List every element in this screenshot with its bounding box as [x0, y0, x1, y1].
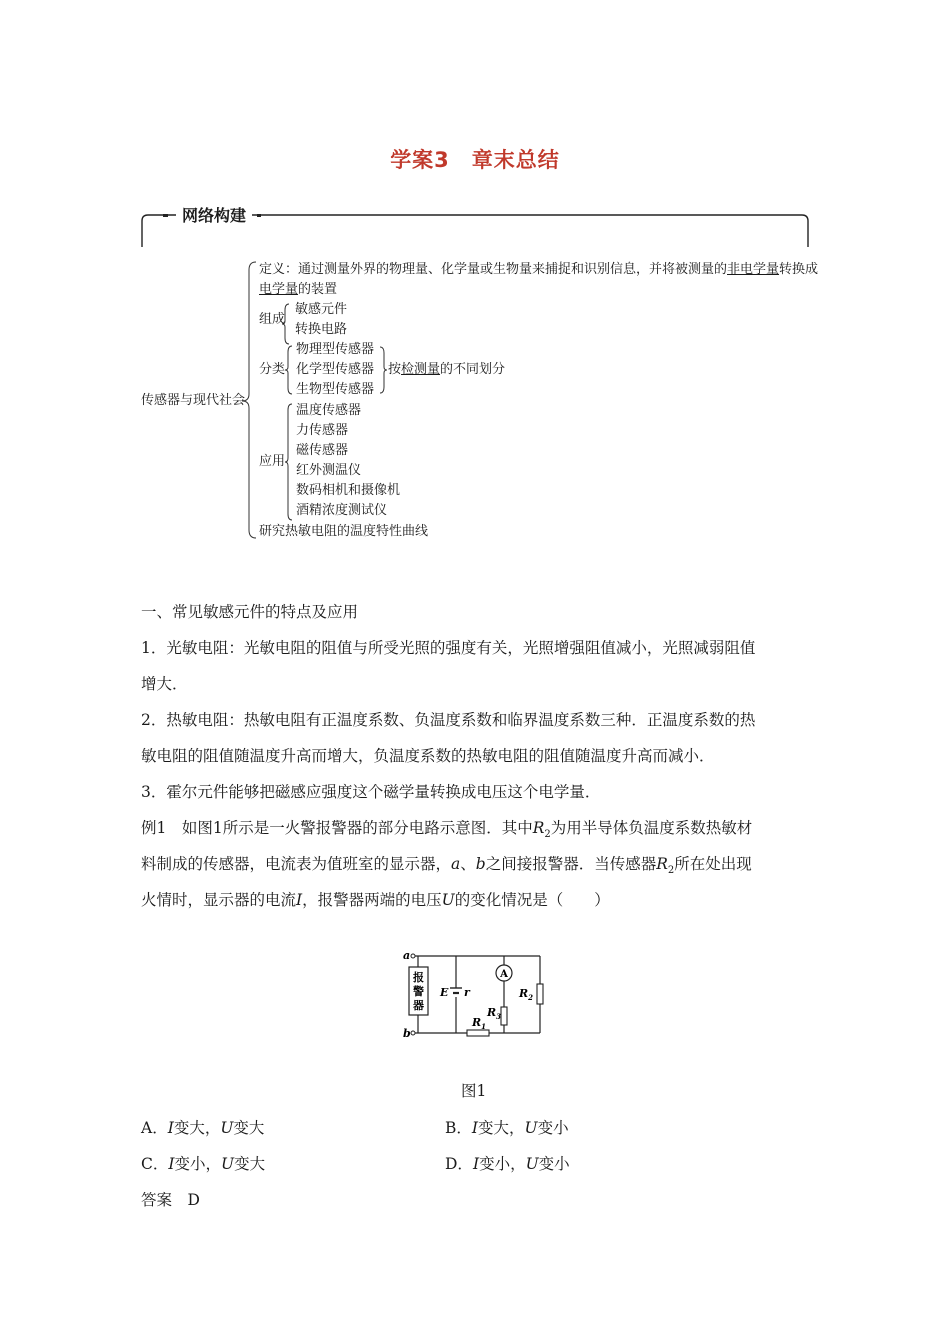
mindmap-classification-label: 分类: [259, 362, 286, 377]
mindmap-root: 传感器与现代社会: [141, 393, 246, 408]
terminal-a-label: a: [403, 949, 411, 962]
alarm-label-char: 报: [413, 971, 424, 984]
r2-label: $R_2$: [519, 987, 534, 1002]
internal-r-label: r: [464, 986, 470, 999]
terminal-a: [411, 954, 415, 958]
example-line-3: 火情时，显示器的电流I，报警器两端的电压U的变化情况是（ ）: [141, 891, 610, 909]
ammeter-label: A: [500, 969, 508, 980]
mindmap-definition-cont: 电学量的装置: [259, 282, 338, 297]
section-heading: 一、常见敏感元件的特点及应用: [141, 603, 359, 621]
terminal-b-label: b: [403, 1027, 411, 1040]
mindmap-application-item: 温度传感器: [296, 403, 362, 418]
emf-label: E: [440, 986, 449, 999]
mindmap-classification-item: 化学型传感器: [296, 362, 375, 377]
option-a: A．I变大，U变大: [141, 1119, 265, 1137]
classification-close-bracket: [378, 345, 388, 397]
page-title: 学案3 章末总结: [390, 148, 560, 172]
mindmap-brackets: [240, 258, 300, 543]
paragraph-thermistor: 2．热敏电阻：热敏电阻有正温度系数、负温度系数和临界温度系数三种．正温度系数的热: [141, 711, 756, 729]
paragraph-photoresistor-cont: 增大．: [141, 675, 188, 693]
example-line-2: 料制成的传感器，电流表为值班室的显示器，a、b之间接报警器．当传感器$R_2$所在处出现: [141, 855, 752, 877]
resistor-r2: [537, 984, 543, 1004]
mindmap-definition: 定义：通过测量外界的物理量、化学量或生物量来捕捉和识别信息，并将被测量的非电学量转换成: [259, 262, 819, 277]
paragraph-thermistor-cont: 敏电阻的阻值随温度升高而增大，负温度系数的热敏电阻的阻值随温度升高而减小．: [141, 747, 715, 765]
mindmap-application-item: 酒精浓度测试仪: [296, 503, 388, 518]
circuit-diagram: [398, 945, 548, 1045]
answer: 答案 D: [141, 1191, 200, 1209]
mindmap-application-label: 应用: [259, 454, 286, 469]
mindmap-application-item: 红外测温仪: [296, 463, 362, 478]
mindmap-classification-note: 按检测量的不同划分: [388, 362, 506, 377]
alarm-label-char: 器: [413, 999, 424, 1012]
terminal-b: [411, 1031, 415, 1035]
mindmap-composition-item: 敏感元件: [295, 302, 348, 317]
mindmap-application-item: 数码相机和摄像机: [296, 483, 401, 498]
alarm-label-char: 警: [413, 985, 424, 998]
option-c: C．I变小，U变大: [141, 1155, 266, 1173]
mindmap-classification-item: 生物型传感器: [296, 382, 375, 397]
example-line-1: 例1 如图1所示是一火警报警器的部分电路示意图．其中$R_2$为用半导体负温度系数热敏材: [141, 819, 753, 841]
mindmap-research: 研究热敏电阻的温度特性曲线: [259, 524, 429, 539]
r3-label: $R_3$: [487, 1006, 502, 1021]
mindmap-classification-item: 物理型传感器: [296, 342, 375, 357]
mindmap-composition-label: 组成: [259, 312, 286, 327]
paragraph-photoresistor: 1．光敏电阻：光敏电阻的阻值与所受光照的强度有关，光照增强阻值减小，光照减弱阻值: [141, 639, 756, 657]
paragraph-hall-element: 3．霍尔元件能够把磁感应强度这个磁学量转换成电压这个电学量．: [141, 783, 601, 801]
mindmap-application-item: 磁传感器: [296, 443, 349, 458]
resistor-r3: [501, 1007, 507, 1025]
section-header: 网络构建: [176, 203, 252, 226]
mindmap-composition-item: 转换电路: [295, 322, 348, 337]
figure-caption: 图1: [461, 1082, 487, 1100]
mindmap-application-item: 力传感器: [296, 423, 349, 438]
option-d: D．I变小，U变小: [445, 1155, 570, 1173]
option-b: B．I变大，U变小: [445, 1119, 569, 1137]
r1-label: $R_1$: [472, 1016, 487, 1031]
